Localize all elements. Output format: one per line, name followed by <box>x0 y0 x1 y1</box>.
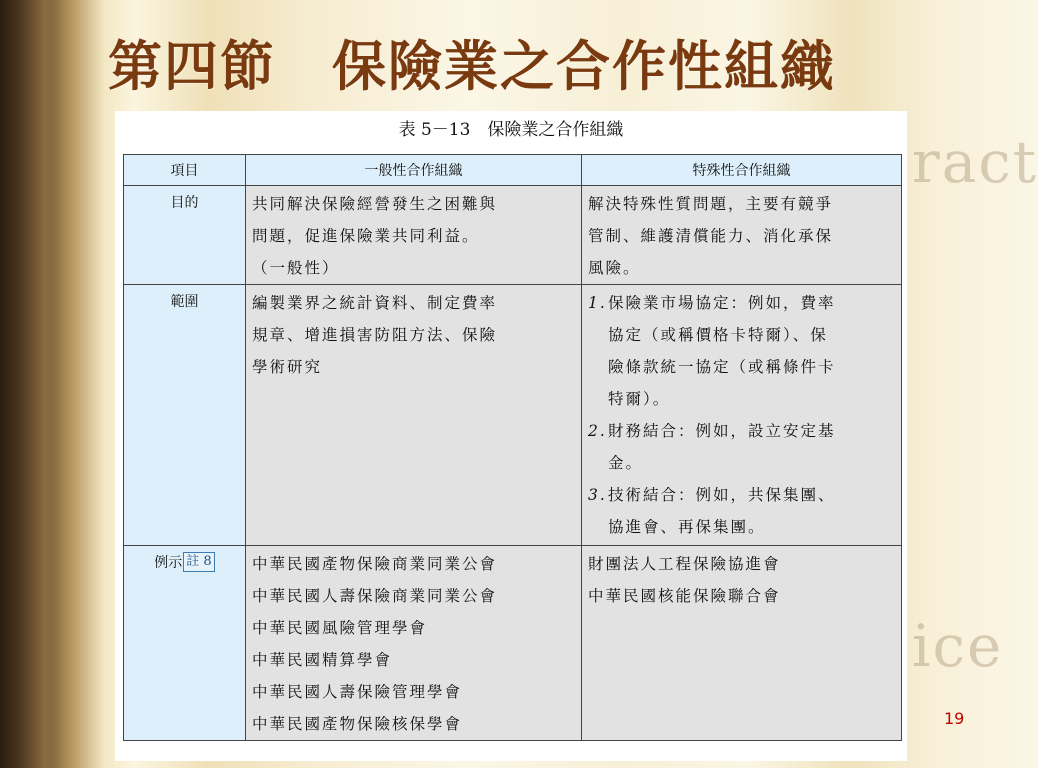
header-general: 一般性合作組織 <box>246 155 582 186</box>
decorative-background-text: ract <box>912 128 1038 196</box>
cell-line: 共同解決保險經營發生之困難與 <box>252 195 498 213</box>
background-side-shade <box>0 0 60 768</box>
scope-general-cell <box>246 285 582 546</box>
page-number: 19 <box>944 709 965 728</box>
cell-line: 規章、增進損害防阻方法、保險 <box>252 326 498 344</box>
numbered-item <box>588 287 897 415</box>
cell-line: 中華民國風險管理學會 <box>252 619 428 637</box>
purpose-special-cell <box>582 186 902 285</box>
numbered-item <box>588 479 897 543</box>
cell-line: 中華民國精算學會 <box>252 651 393 669</box>
cell-line: （一般性） <box>252 259 340 277</box>
cell-line: 協定（或稱價格卡特爾）、保 <box>608 326 828 344</box>
cell-line: 中華民國產物保險核保學會 <box>252 715 463 733</box>
table-caption: 表 5－13 保險業之合作組織 <box>398 120 624 140</box>
cell-line: 中華民國產物保險商業同業公會 <box>252 555 498 573</box>
numbered-item <box>588 415 897 479</box>
row-label-purpose: 目的 <box>124 186 246 285</box>
cell-line: 技術結合：例如，共保集團、 <box>608 486 836 504</box>
item-number: 2. <box>588 422 607 440</box>
footnote-link[interactable]: 註 8 <box>183 552 214 572</box>
table-header-row <box>124 155 902 186</box>
cell-line: 保險業市場協定：例如，費率 <box>608 294 836 312</box>
cell-line: 編製業界之統計資料、制定費率 <box>252 294 498 312</box>
cell-line: 管制、維護清償能力、消化承保 <box>588 227 834 245</box>
examples-special-cell <box>582 546 902 741</box>
cell-line: 學術研究 <box>252 358 323 376</box>
cell-line: 險條款統一協定（或稱條件卡 <box>608 358 836 376</box>
scope-special-cell <box>582 285 902 546</box>
cell-line: 問題，促進保險業共同利益。 <box>252 227 480 245</box>
table-row-examples <box>124 546 902 741</box>
cell-line: 中華民國人壽保險管理學會 <box>252 683 463 701</box>
cell-line: 風險。 <box>588 259 641 277</box>
slide-title: 第四節 保險業之合作性組織 <box>108 34 836 98</box>
examples-general-cell <box>246 546 582 741</box>
cooperation-table <box>123 154 902 741</box>
item-number: 3. <box>588 486 607 504</box>
header-special: 特殊性合作組織 <box>582 155 902 186</box>
cell-line: 財團法人工程保險協進會 <box>588 555 781 573</box>
cell-line: 解決特殊性質問題，主要有競爭 <box>588 195 834 213</box>
row-label-scope: 範圍 <box>124 285 246 546</box>
cell-line: 中華民國核能保險聯合會 <box>588 587 781 605</box>
item-number: 1. <box>588 294 607 312</box>
cell-line: 財務結合：例如，設立安定基 <box>608 422 836 440</box>
cell-line: 中華民國人壽保險商業同業公會 <box>252 587 498 605</box>
table-sheet <box>115 111 907 761</box>
cell-line: 金。 <box>608 454 644 472</box>
row-label-text: 例示 <box>154 555 183 571</box>
purpose-general-cell <box>246 186 582 285</box>
header-item: 項目 <box>124 155 246 186</box>
table-row-scope <box>124 285 902 546</box>
table-row-purpose <box>124 186 902 285</box>
cell-line: 特爾）。 <box>608 390 671 408</box>
row-label-examples <box>124 546 246 741</box>
cell-line: 協進會、再保集團。 <box>608 518 766 536</box>
decorative-background-text: ice <box>912 612 1004 680</box>
